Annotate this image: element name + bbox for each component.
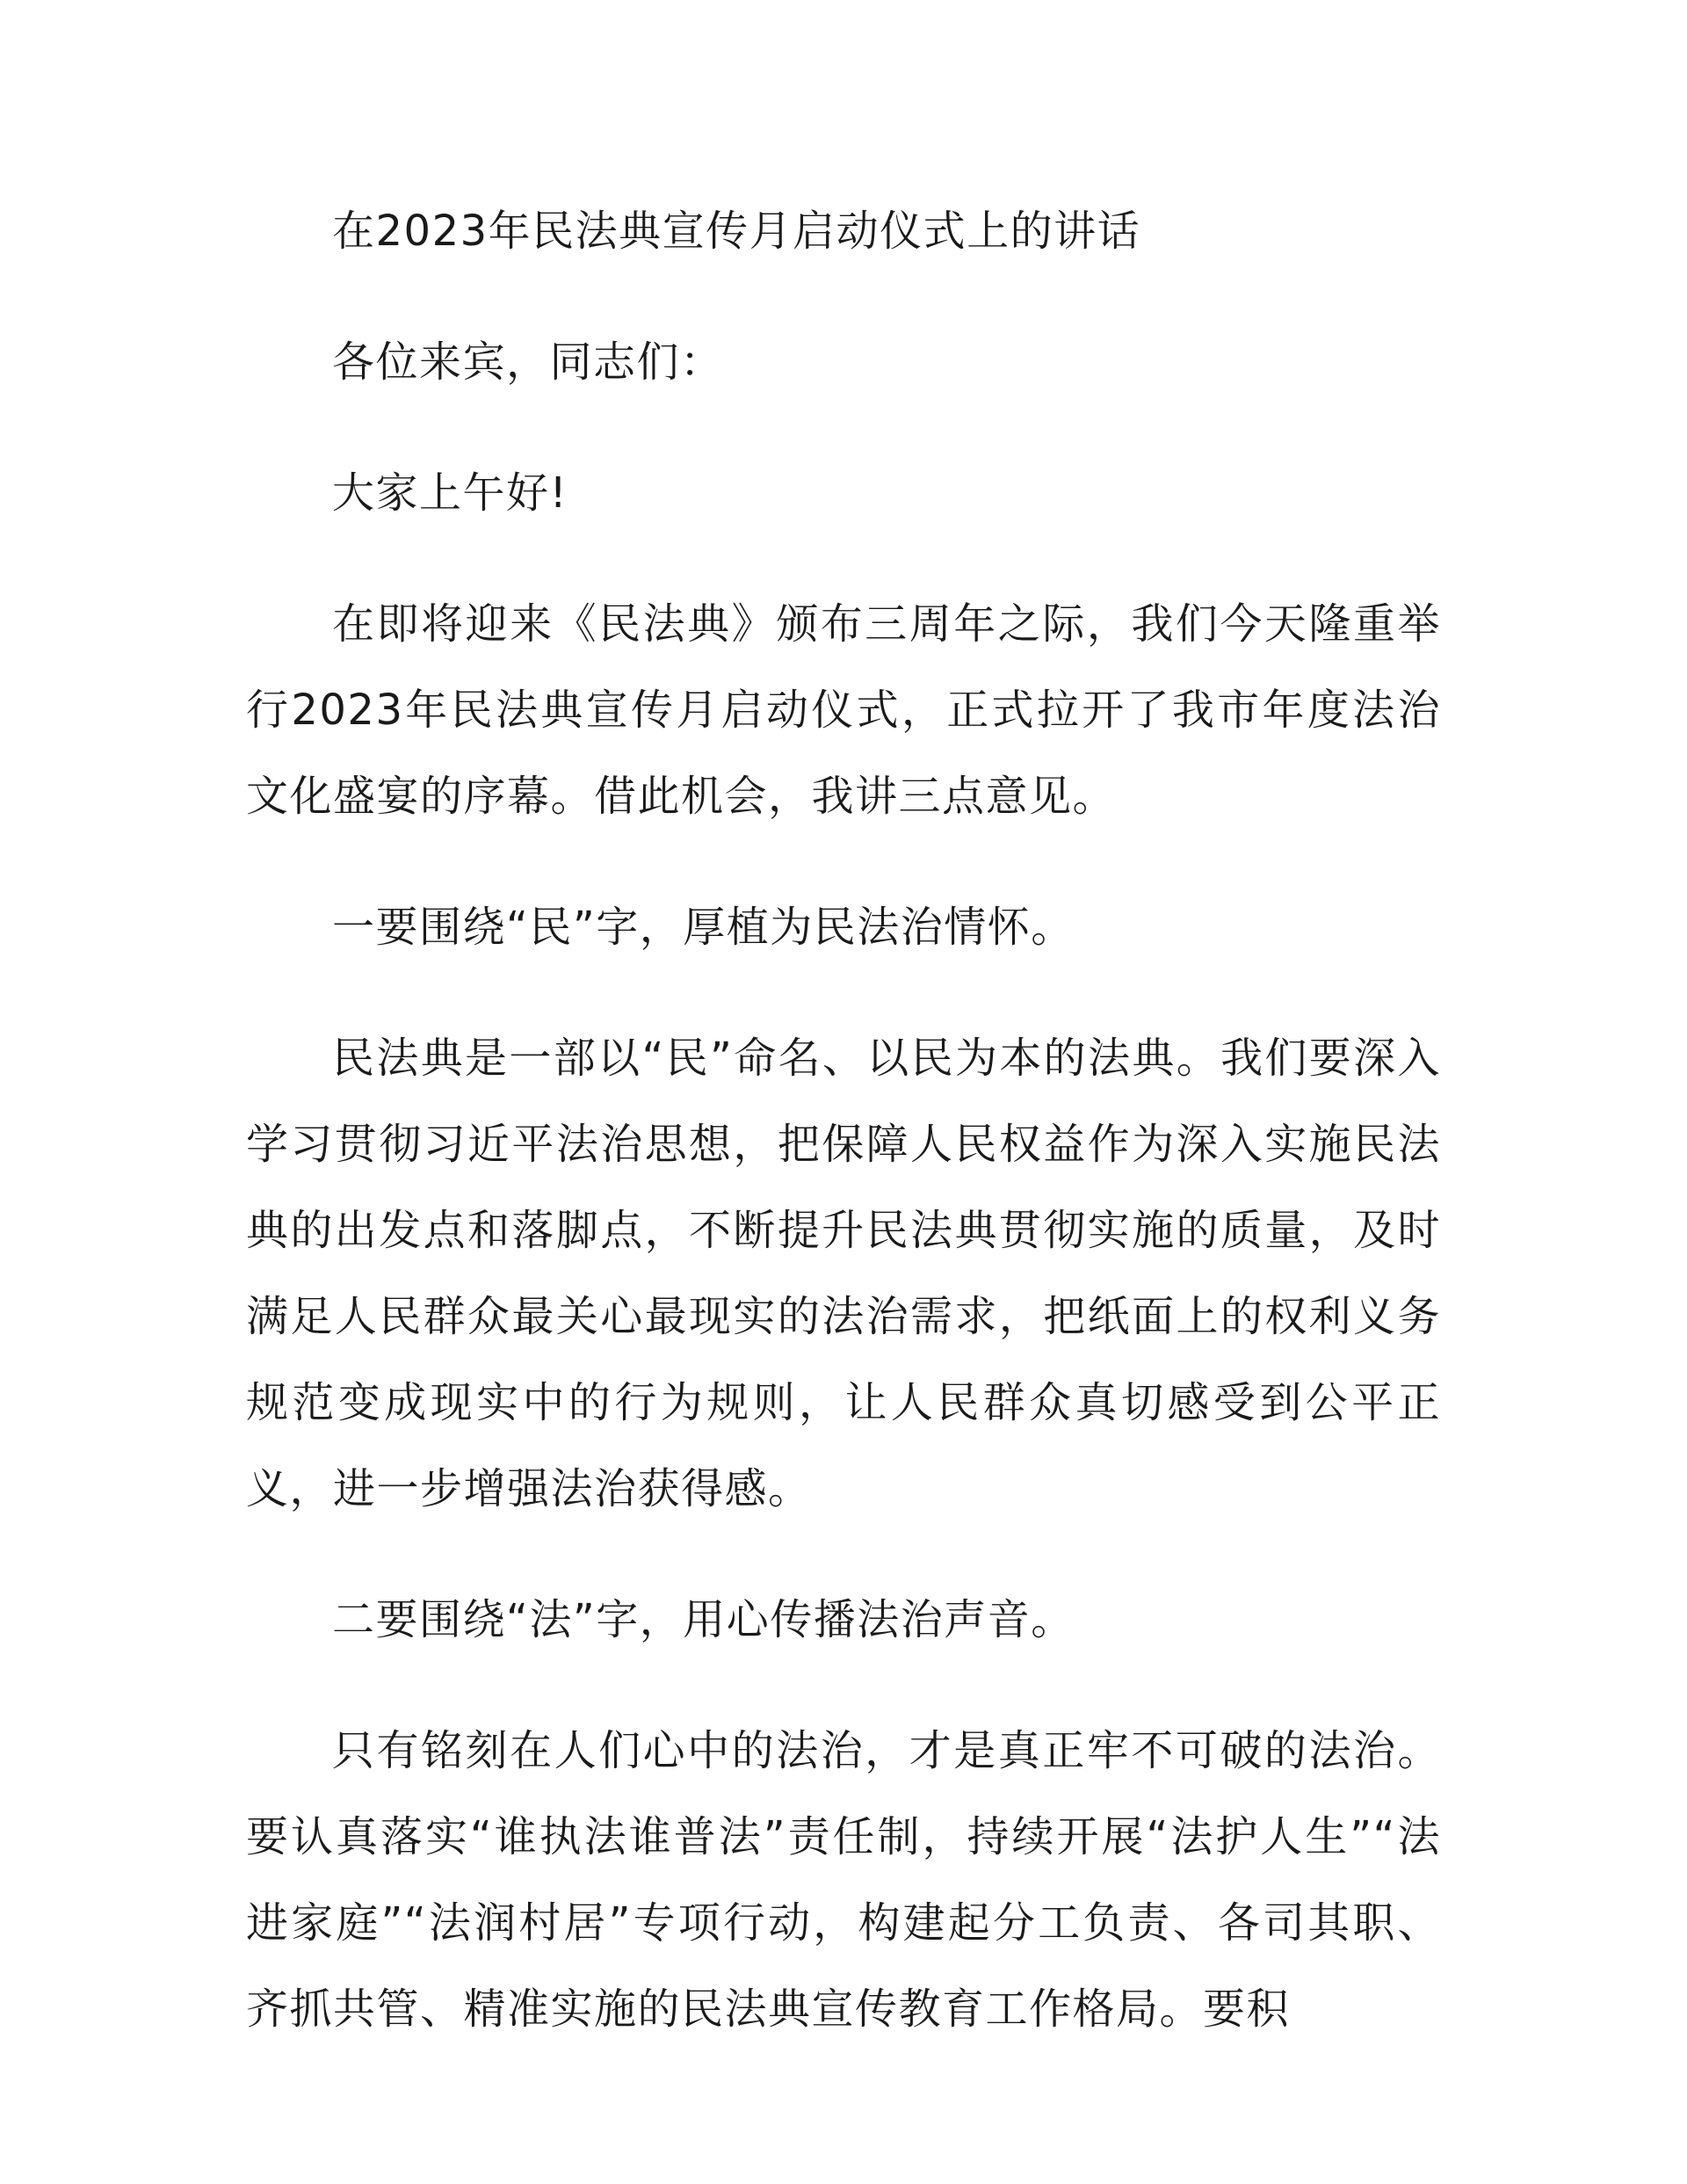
heading-point-two: 二要围绕“法”字，用心传播法治声音。: [332, 1595, 1075, 1644]
document-body: [246, 188, 1441, 2052]
paragraph-point-two: 只有铭刻在人们心中的法治，才是真正牢不可破的法治。要认真落实“谁执法谁普法”责任制，持续开展“法护人生”“法进家庭”“法润村居”专项行动，构建起分工负责、各司其职、齐抓共管、精准实施的民法典宣传教育工作格局。要积: [246, 1726, 1441, 2034]
paragraph-intro: 在即将迎来《民法典》颁布三周年之际，我们今天隆重举行2023年民法典宣传月启动仪式，正式拉开了我市年度法治文化盛宴的序幕。借此机会，我讲三点意见。: [246, 599, 1441, 821]
paragraph-point-one: 民法典是一部以“民”命名、以民为本的法典。我们要深入学习贯彻习近平法治思想，把保障人民权益作为深入实施民法典的出发点和落脚点，不断提升民法典贯彻实施的质量，及时满足人民群众最关心最现实的法治需求，把纸面上的权利义务规范变成现实中的行为规则，让人民群众真切感受到公平正义，进一步增强法治获得感。: [246, 1034, 1441, 1513]
greeting: 大家上午好!: [332, 468, 568, 518]
salutation: 各位来宾，同志们：: [332, 337, 724, 387]
document-title: 在2023年民法典宣传月启动仪式上的讲话: [332, 207, 1141, 256]
heading-point-one: 一要围绕“民”字，厚植为民法治情怀。: [332, 903, 1075, 952]
